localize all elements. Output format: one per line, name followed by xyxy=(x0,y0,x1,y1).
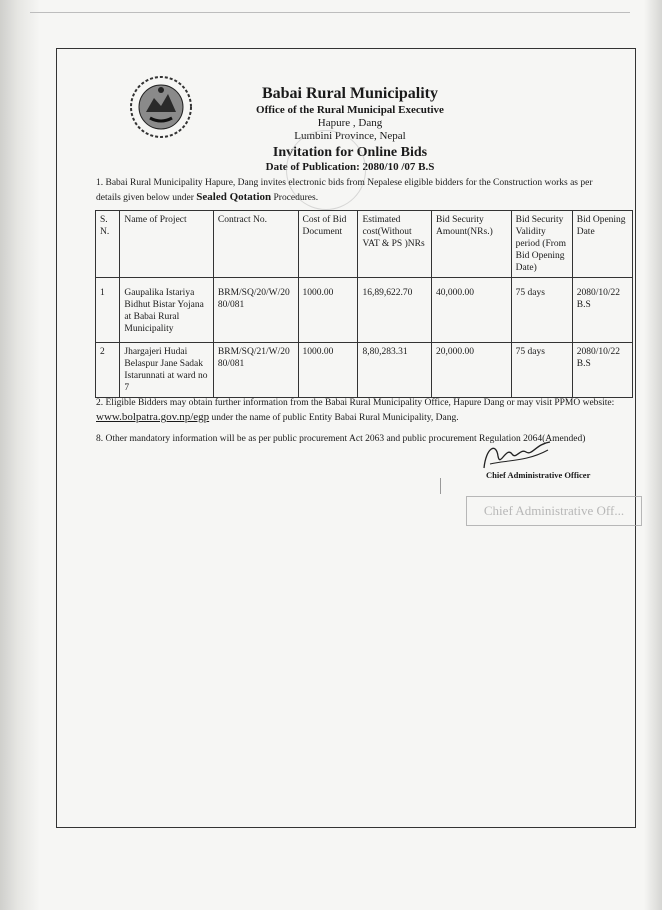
publication-date: Date of Publication: 2080/10 /07 B.S xyxy=(265,161,435,173)
table-header-row xyxy=(96,211,633,278)
cell-sn: 1 xyxy=(96,278,120,343)
info-text-2: under the name of public Entity Babai Rural Municipality, Dang. xyxy=(209,413,459,423)
designation-stamp: Chief Administrative Off... xyxy=(466,496,642,526)
cell-cost: 1000.00 xyxy=(298,343,358,398)
scan-shadow-right xyxy=(644,0,662,910)
notice-title: Invitation for Online Bids xyxy=(272,145,428,160)
cell-contract: BRM/SQ/21/W/20 80/081 xyxy=(213,343,298,398)
procedure-type: Sealed Qotation xyxy=(196,191,272,203)
col-opening: Bid Opening Date xyxy=(572,211,632,278)
nepal-emblem-logo xyxy=(128,74,194,140)
intro-paragraph xyxy=(96,176,616,205)
cell-security: 20,000.00 xyxy=(432,343,512,398)
cell-project: Jhargajeri Hudai Belaspur Jane Sadak Istarunnati at ward no 7 xyxy=(120,343,214,398)
col-security: Bid Security Amount(NRs.) xyxy=(432,211,512,278)
bids-table xyxy=(95,210,633,398)
org-name: Babai Rural Municipality xyxy=(261,85,439,102)
address-line-1: Hapure , Dang xyxy=(317,117,383,129)
handwritten-signature xyxy=(476,438,556,474)
table-row xyxy=(96,343,633,398)
col-estimate: Estimated cost(Without VAT & PS )NRs xyxy=(358,211,432,278)
info-paragraph xyxy=(96,396,616,425)
cell-security: 40,000.00 xyxy=(432,278,512,343)
page-edge-line xyxy=(30,12,630,13)
cell-validity: 75 days xyxy=(511,343,572,398)
col-contract: Contract No. xyxy=(213,211,298,278)
scan-shadow-left xyxy=(0,0,40,910)
intro-text-1: 1. Babai Rural Municipality Hapure, Dang invites electronic bids from Nepalese eligible bidders for the Construction works as per details given below under xyxy=(96,178,593,203)
cell-validity: 75 days xyxy=(511,278,572,343)
col-sn: S. N. xyxy=(96,211,120,278)
ppmo-link[interactable]: www.bolpatra.gov.np/egp xyxy=(96,411,210,423)
col-validity: Bid Security Validity period (From Bid Opening Date) xyxy=(511,211,572,278)
cell-estimate: 8,80,283.31 xyxy=(358,343,432,398)
info-text-1: 2. Eligible Bidders may obtain further information from the Babai Rural Municipality Office, Hapure Dang or may visit PPMO website: xyxy=(96,398,615,408)
cell-cost: 1000.00 xyxy=(298,278,358,343)
address-line-2: Lumbini Province, Nepal xyxy=(294,130,406,142)
regulation-paragraph: 8. Other mandatory information will be as per public procurement Act 2063 and public procurement Regulation 2064(Amended) xyxy=(96,434,586,444)
table-row xyxy=(96,278,633,343)
signatory-title: Chief Administrative Officer xyxy=(486,470,591,480)
cell-opening: 2080/10/22 B.S xyxy=(572,343,632,398)
intro-text-2: Procedures. xyxy=(271,193,319,203)
office-name: Office of the Rural Municipal Executive xyxy=(256,104,444,116)
cell-sn: 2 xyxy=(96,343,120,398)
col-project: Name of Project xyxy=(120,211,214,278)
cell-contract: BRM/SQ/20/W/20 80/081 xyxy=(213,278,298,343)
pen-mark xyxy=(440,478,445,494)
cell-estimate: 16,89,622.70 xyxy=(358,278,432,343)
cell-project: Gaupalika Istariya Bidhut Bistar Yojana at Babai Rural Municipality xyxy=(120,278,214,343)
col-cost: Cost of Bid Document xyxy=(298,211,358,278)
cell-opening: 2080/10/22 B.S xyxy=(572,278,632,343)
